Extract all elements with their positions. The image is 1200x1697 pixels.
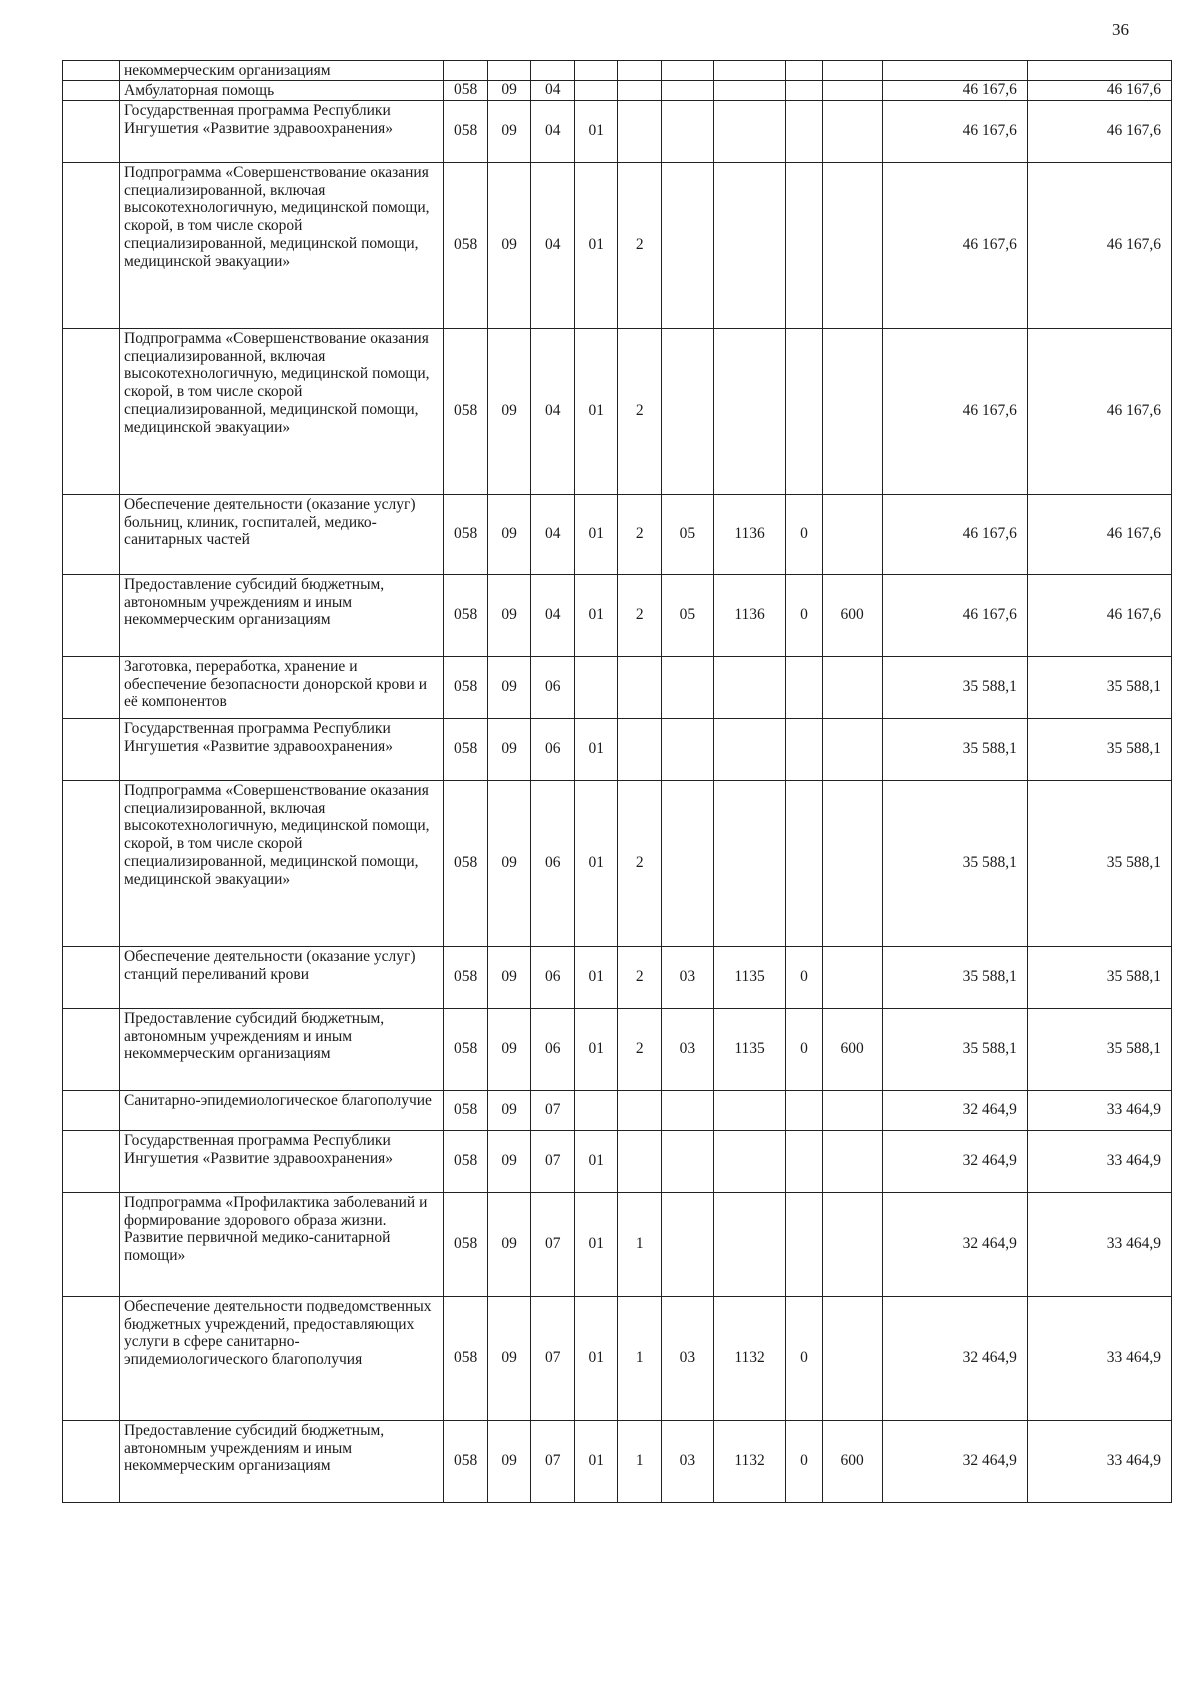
table-row [63, 1296, 1172, 1420]
ministry-code-cell: 058 [444, 574, 488, 656]
row-number-cell [63, 780, 120, 946]
amount-year-1-cell [882, 61, 1027, 81]
amount-year-2-cell: 46 167,6 [1027, 80, 1171, 100]
ministry-code-cell: 058 [444, 1130, 488, 1192]
subsection-code-cell: 06 [531, 946, 575, 1008]
ministry-code-cell: 058 [444, 780, 488, 946]
table-row [63, 80, 1172, 100]
direction-code-cell [713, 1130, 786, 1192]
expense-type-cell [822, 656, 882, 718]
event-code-cell [661, 328, 713, 494]
item-name-cell: некоммерческим организациям [120, 61, 444, 81]
expense-type-cell [822, 1192, 882, 1296]
amount-year-1-cell: 32 464,9 [882, 1192, 1027, 1296]
amount-year-1-cell: 46 167,6 [882, 100, 1027, 162]
event-code-cell: 05 [661, 574, 713, 656]
expense-type-cell [822, 1090, 882, 1130]
section-code-cell: 09 [487, 1296, 531, 1420]
amount-year-1-cell: 46 167,6 [882, 494, 1027, 574]
amount-year-2-cell: 46 167,6 [1027, 162, 1171, 328]
expense-type-cell [822, 718, 882, 780]
subsection-code-cell: 07 [531, 1192, 575, 1296]
direction-code-cell [713, 780, 786, 946]
direction-code-cell [713, 1090, 786, 1130]
amount-year-2-cell [1027, 61, 1171, 81]
expense-type-cell [822, 946, 882, 1008]
expense-type-cell [822, 494, 882, 574]
subprogram-code-cell: 2 [618, 328, 662, 494]
subsection-code-cell: 07 [531, 1090, 575, 1130]
event-code-cell [661, 718, 713, 780]
amount-year-2-cell: 35 588,1 [1027, 718, 1171, 780]
event-code-cell: 03 [661, 1296, 713, 1420]
direction-code-cell [713, 100, 786, 162]
direction-code-cell: 1135 [713, 1008, 786, 1090]
direction-suffix-cell: 0 [786, 574, 822, 656]
section-code-cell: 09 [487, 946, 531, 1008]
subprogram-code-cell: 2 [618, 780, 662, 946]
direction-suffix-cell [786, 718, 822, 780]
direction-suffix-cell: 0 [786, 1420, 822, 1502]
row-number-cell [63, 1008, 120, 1090]
ministry-code-cell: 058 [444, 1296, 488, 1420]
row-number-cell [63, 656, 120, 718]
expense-type-cell [822, 100, 882, 162]
row-number-cell [63, 718, 120, 780]
subsection-code-cell: 04 [531, 494, 575, 574]
event-code-cell [661, 80, 713, 100]
ministry-code-cell: 058 [444, 718, 488, 780]
direction-code-cell [713, 656, 786, 718]
expense-type-cell: 600 [822, 574, 882, 656]
section-code-cell: 09 [487, 328, 531, 494]
subsection-code-cell: 04 [531, 574, 575, 656]
table-row [63, 1420, 1172, 1502]
row-number-cell [63, 494, 120, 574]
event-code-cell [661, 656, 713, 718]
ministry-code-cell: 058 [444, 1192, 488, 1296]
event-code-cell: 03 [661, 946, 713, 1008]
direction-suffix-cell: 0 [786, 946, 822, 1008]
subprogram-code-cell: 2 [618, 494, 662, 574]
amount-year-1-cell: 32 464,9 [882, 1420, 1027, 1502]
direction-suffix-cell [786, 328, 822, 494]
subsection-code-cell: 07 [531, 1130, 575, 1192]
item-name-cell: Обеспечение деятельности (оказание услуг) больниц, клиник, госпиталей, медико-санитарных частей [120, 494, 444, 574]
item-name-cell: Государственная программа Республики Ингушетия «Развитие здравоохранения» [120, 718, 444, 780]
item-name-cell: Подпрограмма «Профилактика заболеваний и формирование здорового образа жизни. Развитие первичной медико-санитарной помощи» [120, 1192, 444, 1296]
item-name-cell: Обеспечение деятельности подведомственных бюджетных учреждений, предоставляющих услуги в сфере санитарно-эпидемиологического благополучия [120, 1296, 444, 1420]
row-number-cell [63, 574, 120, 656]
section-code-cell: 09 [487, 1420, 531, 1502]
event-code-cell [661, 1090, 713, 1130]
direction-code-cell [713, 328, 786, 494]
subprogram-code-cell: 2 [618, 162, 662, 328]
direction-suffix-cell [786, 100, 822, 162]
program-code-cell [574, 61, 618, 81]
table-row [63, 718, 1172, 780]
table-row [63, 780, 1172, 946]
table-row [63, 1008, 1172, 1090]
subprogram-code-cell [618, 61, 662, 81]
budget-table [62, 60, 1172, 1503]
event-code-cell: 03 [661, 1008, 713, 1090]
subsection-code-cell: 04 [531, 100, 575, 162]
event-code-cell: 05 [661, 494, 713, 574]
ministry-code-cell: 058 [444, 1008, 488, 1090]
subprogram-code-cell: 2 [618, 946, 662, 1008]
subprogram-code-cell [618, 1130, 662, 1192]
row-number-cell [63, 1130, 120, 1192]
amount-year-1-cell: 35 588,1 [882, 780, 1027, 946]
program-code-cell: 01 [574, 1296, 618, 1420]
section-code-cell: 09 [487, 574, 531, 656]
amount-year-2-cell: 35 588,1 [1027, 946, 1171, 1008]
table-row [63, 494, 1172, 574]
budget-table-body [63, 61, 1172, 1503]
amount-year-2-cell: 35 588,1 [1027, 780, 1171, 946]
program-code-cell: 01 [574, 1420, 618, 1502]
amount-year-2-cell: 46 167,6 [1027, 100, 1171, 162]
direction-suffix-cell [786, 1192, 822, 1296]
event-code-cell: 03 [661, 1420, 713, 1502]
subsection-code-cell: 06 [531, 656, 575, 718]
row-number-cell [63, 100, 120, 162]
table-row [63, 656, 1172, 718]
amount-year-2-cell: 33 464,9 [1027, 1420, 1171, 1502]
program-code-cell: 01 [574, 1192, 618, 1296]
table-row [63, 946, 1172, 1008]
direction-code-cell [713, 718, 786, 780]
program-code-cell [574, 1090, 618, 1130]
subprogram-code-cell: 1 [618, 1420, 662, 1502]
program-code-cell: 01 [574, 1130, 618, 1192]
page-number: 36 [1112, 20, 1129, 39]
table-row [63, 100, 1172, 162]
amount-year-2-cell: 46 167,6 [1027, 328, 1171, 494]
row-number-cell [63, 1192, 120, 1296]
subprogram-code-cell: 2 [618, 574, 662, 656]
subprogram-code-cell [618, 80, 662, 100]
expense-type-cell: 600 [822, 1008, 882, 1090]
program-code-cell: 01 [574, 574, 618, 656]
subsection-code-cell: 06 [531, 1008, 575, 1090]
direction-code-cell: 1136 [713, 494, 786, 574]
item-name-cell: Подпрограмма «Совершенствование оказания специализированной, включая высокотехнологичную, медицинской помощи, скорой, в том числе скорой специализированной, медицинской помощи, медицинской эвакуации» [120, 328, 444, 494]
ministry-code-cell: 058 [444, 656, 488, 718]
row-number-cell [63, 1090, 120, 1130]
direction-suffix-cell: 0 [786, 1008, 822, 1090]
subsection-code-cell: 04 [531, 162, 575, 328]
section-code-cell: 09 [487, 718, 531, 780]
program-code-cell [574, 656, 618, 718]
program-code-cell: 01 [574, 100, 618, 162]
row-number-cell [63, 162, 120, 328]
direction-suffix-cell [786, 1130, 822, 1192]
item-name-cell: Предоставление субсидий бюджетным, автономным учреждениям и иным некоммерческим организациям [120, 1008, 444, 1090]
subsection-code-cell: 06 [531, 718, 575, 780]
direction-suffix-cell [786, 80, 822, 100]
ministry-code-cell: 058 [444, 162, 488, 328]
item-name-cell: Предоставление субсидий бюджетным, автономным учреждениям и иным некоммерческим организациям [120, 1420, 444, 1502]
row-number-cell [63, 328, 120, 494]
subsection-code-cell: 07 [531, 1420, 575, 1502]
section-code-cell: 09 [487, 1130, 531, 1192]
direction-suffix-cell [786, 656, 822, 718]
subprogram-code-cell [618, 1090, 662, 1130]
amount-year-1-cell: 46 167,6 [882, 328, 1027, 494]
direction-code-cell: 1132 [713, 1420, 786, 1502]
table-row [63, 1130, 1172, 1192]
direction-code-cell [713, 162, 786, 328]
event-code-cell [661, 780, 713, 946]
item-name-cell: Санитарно-эпидемиологическое благополучие [120, 1090, 444, 1130]
direction-suffix-cell [786, 780, 822, 946]
subprogram-code-cell [618, 100, 662, 162]
amount-year-1-cell: 32 464,9 [882, 1090, 1027, 1130]
direction-code-cell: 1132 [713, 1296, 786, 1420]
subprogram-code-cell: 1 [618, 1296, 662, 1420]
section-code-cell: 09 [487, 656, 531, 718]
row-number-cell [63, 61, 120, 81]
table-row [63, 1090, 1172, 1130]
program-code-cell: 01 [574, 718, 618, 780]
direction-suffix-cell [786, 61, 822, 81]
item-name-cell: Государственная программа Республики Ингушетия «Развитие здравоохранения» [120, 100, 444, 162]
expense-type-cell [822, 162, 882, 328]
direction-code-cell [713, 1192, 786, 1296]
expense-type-cell [822, 61, 882, 81]
section-code-cell: 09 [487, 100, 531, 162]
ministry-code-cell: 058 [444, 946, 488, 1008]
amount-year-2-cell: 33 464,9 [1027, 1090, 1171, 1130]
table-row [63, 574, 1172, 656]
section-code-cell: 09 [487, 1090, 531, 1130]
ministry-code-cell: 058 [444, 1090, 488, 1130]
row-number-cell [63, 946, 120, 1008]
section-code-cell [487, 61, 531, 81]
amount-year-1-cell: 32 464,9 [882, 1296, 1027, 1420]
item-name-cell: Подпрограмма «Совершенствование оказания специализированной, включая высокотехнологичную, медицинской помощи, скорой, в том числе скорой специализированной, медицинской помощи, медицинской эвакуации» [120, 162, 444, 328]
event-code-cell [661, 1130, 713, 1192]
direction-code-cell [713, 61, 786, 81]
item-name-cell: Амбулаторная помощь [120, 80, 444, 100]
ministry-code-cell: 058 [444, 328, 488, 494]
amount-year-2-cell: 33 464,9 [1027, 1130, 1171, 1192]
item-name-cell: Государственная программа Республики Ингушетия «Развитие здравоохранения» [120, 1130, 444, 1192]
subprogram-code-cell: 2 [618, 1008, 662, 1090]
subsection-code-cell: 06 [531, 780, 575, 946]
section-code-cell: 09 [487, 780, 531, 946]
program-code-cell: 01 [574, 780, 618, 946]
ministry-code-cell [444, 61, 488, 81]
section-code-cell: 09 [487, 162, 531, 328]
row-number-cell [63, 80, 120, 100]
item-name-cell: Предоставление субсидий бюджетным, автономным учреждениям и иным некоммерческим организациям [120, 574, 444, 656]
direction-suffix-cell [786, 1090, 822, 1130]
table-row [63, 1192, 1172, 1296]
amount-year-1-cell: 46 167,6 [882, 162, 1027, 328]
item-name-cell: Подпрограмма «Совершенствование оказания специализированной, включая высокотехнологичную, медицинской помощи, скорой, в том числе скорой специализированной, медицинской помощи, медицинской эвакуации» [120, 780, 444, 946]
subprogram-code-cell [618, 656, 662, 718]
subsection-code-cell [531, 61, 575, 81]
ministry-code-cell: 058 [444, 80, 488, 100]
table-row [63, 162, 1172, 328]
direction-suffix-cell: 0 [786, 1296, 822, 1420]
event-code-cell [661, 100, 713, 162]
table-row [63, 61, 1172, 81]
amount-year-2-cell: 46 167,6 [1027, 494, 1171, 574]
ministry-code-cell: 058 [444, 494, 488, 574]
amount-year-1-cell: 35 588,1 [882, 946, 1027, 1008]
direction-suffix-cell [786, 162, 822, 328]
row-number-cell [63, 1296, 120, 1420]
amount-year-2-cell: 46 167,6 [1027, 574, 1171, 656]
section-code-cell: 09 [487, 494, 531, 574]
ministry-code-cell: 058 [444, 1420, 488, 1502]
direction-suffix-cell: 0 [786, 494, 822, 574]
table-row [63, 328, 1172, 494]
expense-type-cell [822, 328, 882, 494]
expense-type-cell: 600 [822, 1420, 882, 1502]
program-code-cell: 01 [574, 494, 618, 574]
amount-year-1-cell: 46 167,6 [882, 574, 1027, 656]
event-code-cell [661, 162, 713, 328]
section-code-cell: 09 [487, 1008, 531, 1090]
subsection-code-cell: 07 [531, 1296, 575, 1420]
direction-code-cell: 1135 [713, 946, 786, 1008]
expense-type-cell [822, 1130, 882, 1192]
program-code-cell: 01 [574, 946, 618, 1008]
program-code-cell: 01 [574, 1008, 618, 1090]
subprogram-code-cell [618, 718, 662, 780]
direction-code-cell: 1136 [713, 574, 786, 656]
program-code-cell: 01 [574, 328, 618, 494]
expense-type-cell [822, 780, 882, 946]
amount-year-1-cell: 35 588,1 [882, 1008, 1027, 1090]
event-code-cell [661, 1192, 713, 1296]
item-name-cell: Заготовка, переработка, хранение и обеспечение безопасности донорской крови и её компонентов [120, 656, 444, 718]
amount-year-1-cell: 35 588,1 [882, 718, 1027, 780]
amount-year-2-cell: 35 588,1 [1027, 1008, 1171, 1090]
amount-year-1-cell: 46 167,6 [882, 80, 1027, 100]
ministry-code-cell: 058 [444, 100, 488, 162]
subprogram-code-cell: 1 [618, 1192, 662, 1296]
section-code-cell: 09 [487, 1192, 531, 1296]
amount-year-2-cell: 35 588,1 [1027, 656, 1171, 718]
section-code-cell: 09 [487, 80, 531, 100]
program-code-cell [574, 80, 618, 100]
expense-type-cell [822, 80, 882, 100]
item-name-cell: Обеспечение деятельности (оказание услуг) станций переливаний крови [120, 946, 444, 1008]
row-number-cell [63, 1420, 120, 1502]
amount-year-1-cell: 35 588,1 [882, 656, 1027, 718]
subsection-code-cell: 04 [531, 328, 575, 494]
direction-code-cell [713, 80, 786, 100]
expense-type-cell [822, 1296, 882, 1420]
amount-year-2-cell: 33 464,9 [1027, 1192, 1171, 1296]
program-code-cell: 01 [574, 162, 618, 328]
subsection-code-cell: 04 [531, 80, 575, 100]
amount-year-2-cell: 33 464,9 [1027, 1296, 1171, 1420]
event-code-cell [661, 61, 713, 81]
amount-year-1-cell: 32 464,9 [882, 1130, 1027, 1192]
